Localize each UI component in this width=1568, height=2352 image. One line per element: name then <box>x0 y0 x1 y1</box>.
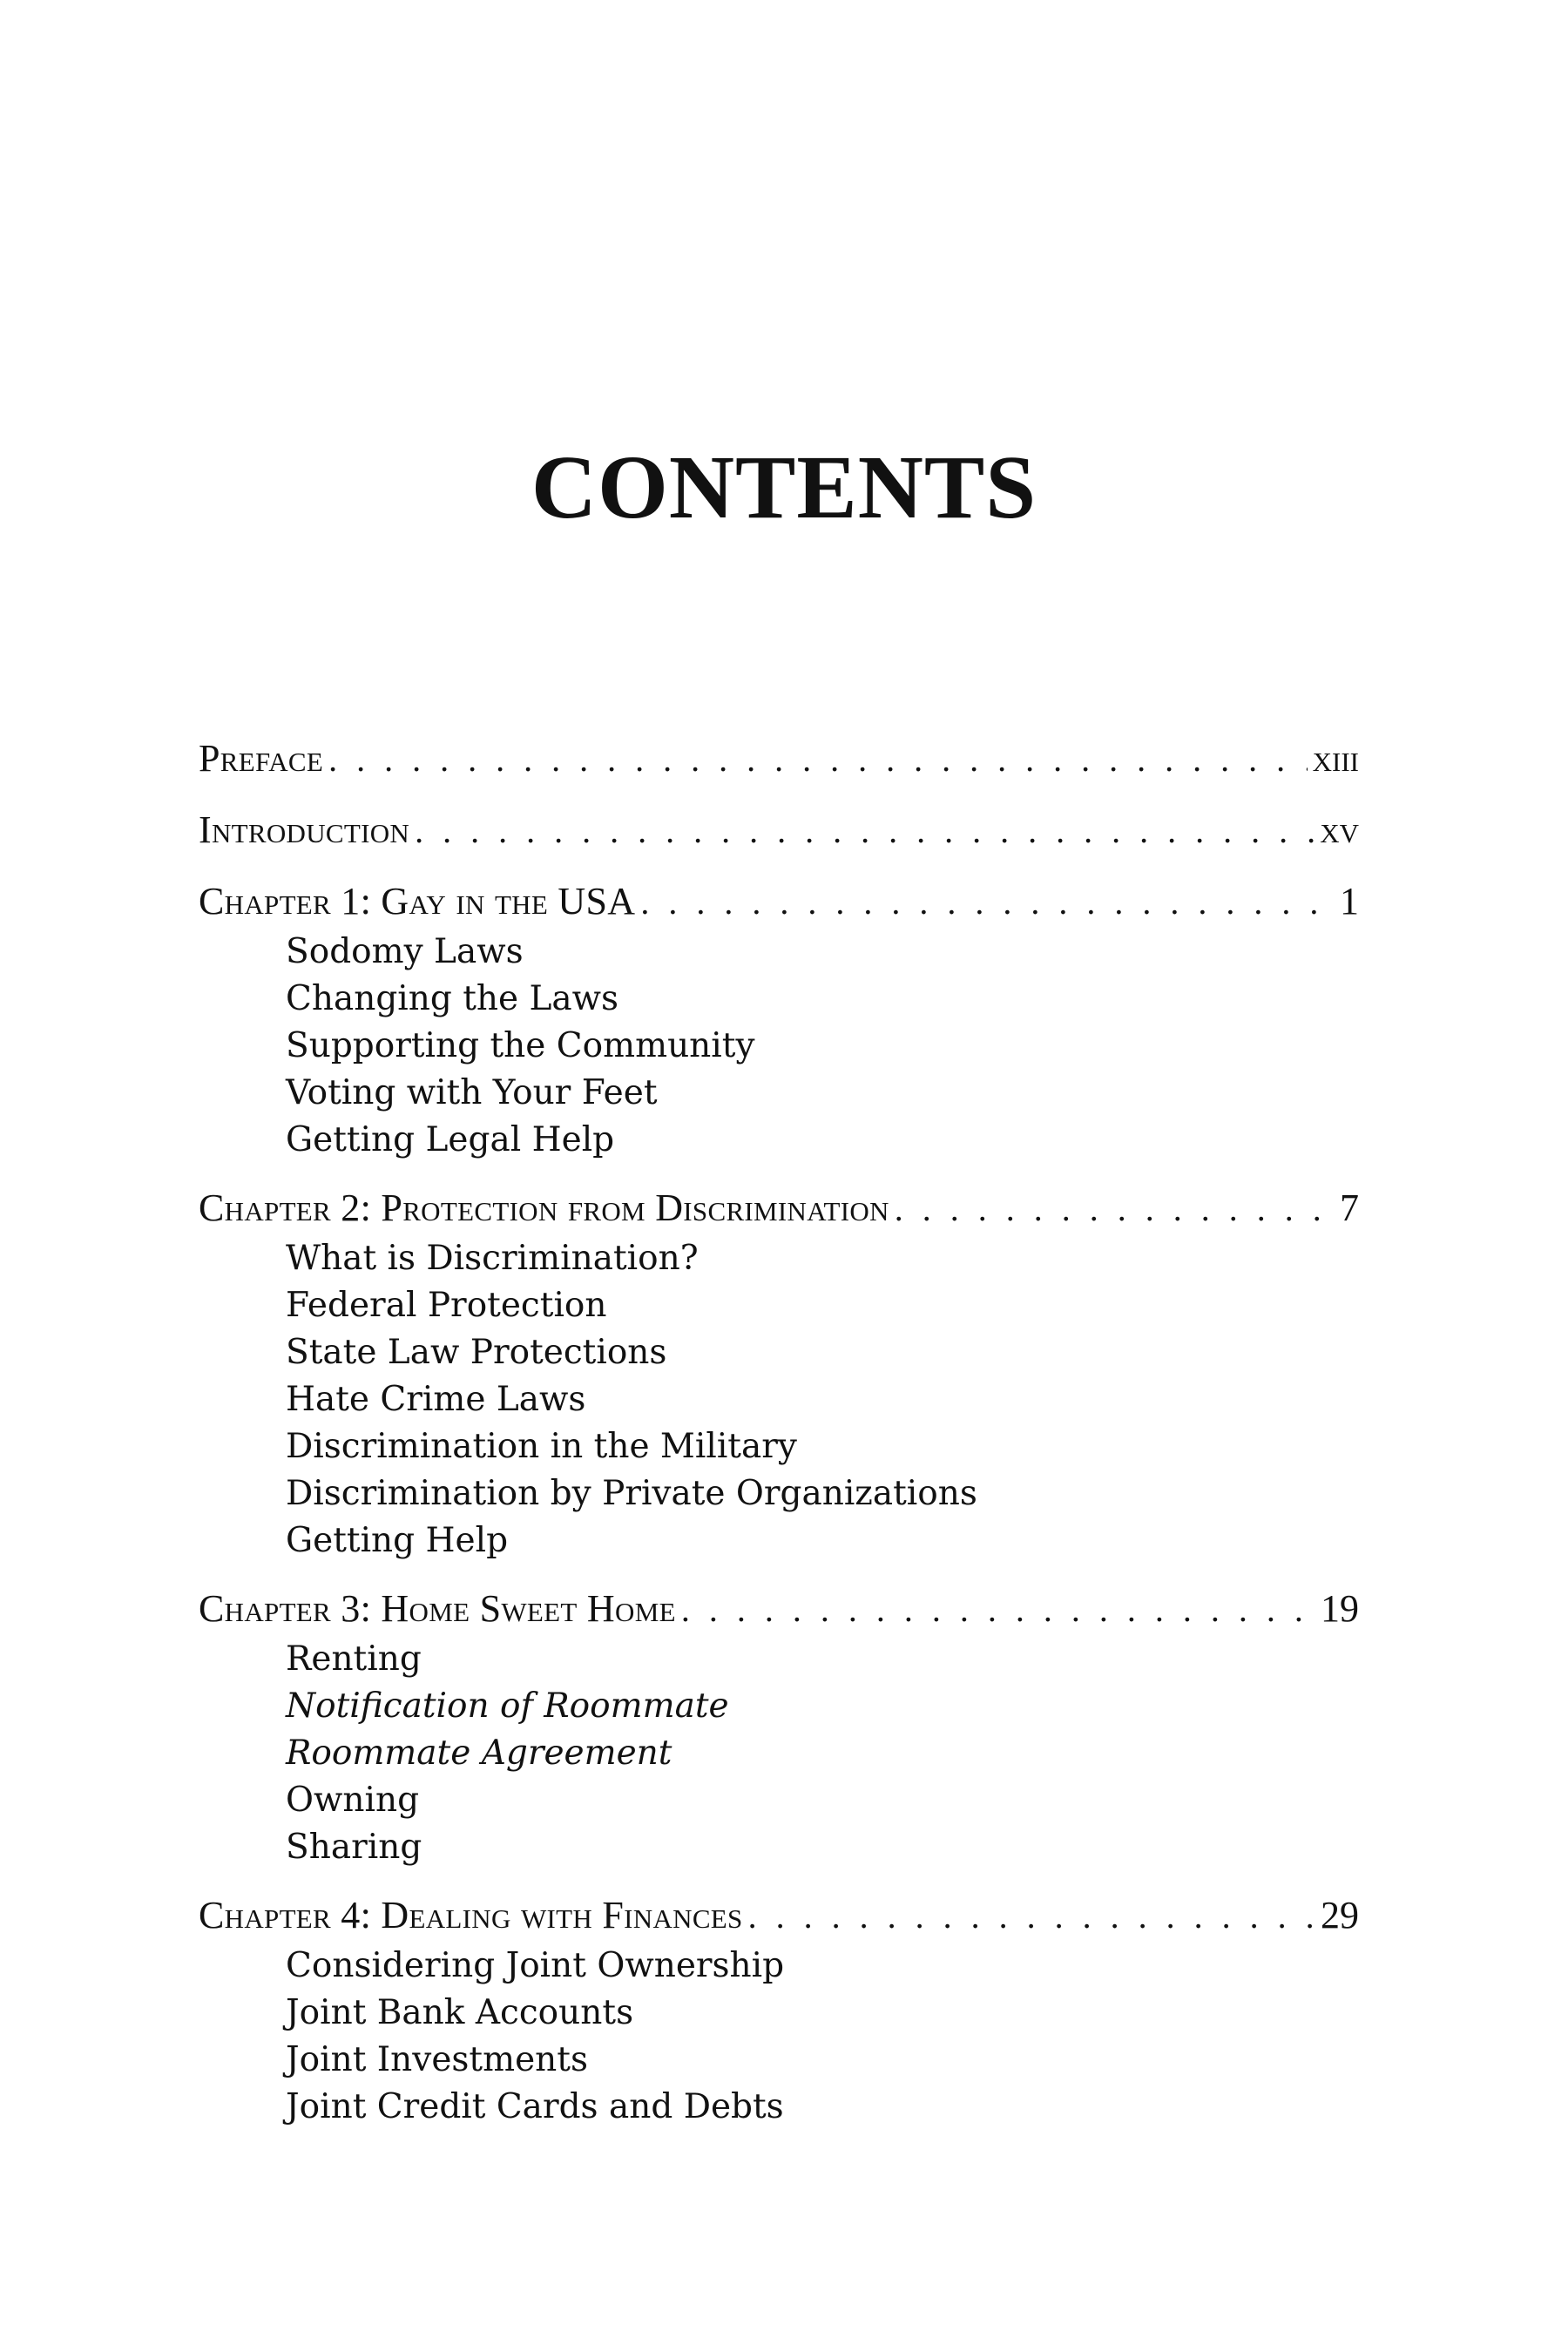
toc-subsection[interactable]: Owning <box>286 1781 420 1820</box>
toc-subsection-list <box>199 1636 1359 1871</box>
toc-page-number: xiii <box>1312 737 1359 780</box>
toc-subsection[interactable]: Sharing <box>286 1828 422 1867</box>
toc-subsection[interactable]: Supporting the Community <box>286 1026 755 1065</box>
toc-subsection[interactable]: Considering Joint Ownership <box>286 1946 785 1985</box>
toc-subsection[interactable]: Notification of Roommate <box>286 1686 729 1726</box>
toc-subsection[interactable]: Renting <box>286 1639 422 1679</box>
toc-entry <box>199 803 1359 875</box>
toc-entry-title: Chapter 2: Protection from Discrimination <box>199 1186 889 1229</box>
toc-subsection[interactable]: Discrimination in the Military <box>286 1427 797 1466</box>
toc-entry <box>199 732 1359 803</box>
toc-entry-row[interactable] <box>199 1582 1359 1636</box>
dot-leader <box>895 1182 1335 1236</box>
toc-entry-row[interactable] <box>199 1889 1359 1943</box>
toc-page-number: xv <box>1320 808 1359 851</box>
dot-leader <box>328 733 1308 787</box>
toc-subsection[interactable]: Sodomy Laws <box>286 932 524 971</box>
toc-subsection[interactable]: Joint Credit Cards and Debts <box>286 2087 784 2126</box>
table-of-contents <box>199 732 1359 2148</box>
toc-spacer <box>199 857 1359 875</box>
toc-subsection[interactable]: Joint Bank Accounts <box>286 1993 634 2032</box>
toc-entry-title: Preface <box>199 737 324 780</box>
toc-entry-row[interactable] <box>199 875 1359 929</box>
toc-spacer <box>199 1565 1359 1582</box>
toc-spacer <box>199 1871 1359 1889</box>
toc-subsection[interactable]: Changing the Laws <box>286 979 619 1018</box>
toc-subsection[interactable]: Joint Investments <box>286 2040 588 2079</box>
toc-subsection[interactable]: Voting with Your Feet <box>286 1073 658 1112</box>
page-title: CONTENTS <box>531 437 1037 537</box>
toc-entry <box>199 875 1359 1181</box>
toc-subsection[interactable]: Federal Protection <box>286 1286 607 1325</box>
dot-leader <box>681 1583 1315 1637</box>
toc-subsection[interactable]: Discrimination by Private Organizations <box>286 1474 977 1513</box>
toc-spacer <box>199 2131 1359 2148</box>
toc-subsection[interactable]: Getting Legal Help <box>286 1120 615 1159</box>
toc-page-number: 7 <box>1340 1186 1359 1229</box>
toc-entry-title: Introduction <box>199 808 410 851</box>
dot-leader <box>415 804 1315 858</box>
toc-entry-row[interactable] <box>199 803 1359 857</box>
toc-subsection[interactable]: Getting Help <box>286 1521 509 1560</box>
dot-leader <box>748 1889 1315 1943</box>
toc-entry <box>199 1181 1359 1582</box>
toc-subsection-list <box>199 1943 1359 2131</box>
toc-subsection[interactable]: Hate Crime Laws <box>286 1380 586 1419</box>
toc-subsection[interactable]: State Law Protections <box>286 1333 667 1372</box>
toc-entry-title: Chapter 1: Gay in the USA <box>199 880 636 923</box>
toc-entry <box>199 1582 1359 1889</box>
toc-entry-title: Chapter 3: Home Sweet Home <box>199 1587 676 1630</box>
toc-subsection-list <box>199 1235 1359 1565</box>
toc-entry-title: Chapter 4: Dealing with Finances <box>199 1894 743 1936</box>
toc-page-number: 29 <box>1321 1894 1359 1936</box>
toc-page-number: 19 <box>1321 1587 1359 1630</box>
toc-entry-row[interactable] <box>199 732 1359 786</box>
toc-page-number: 1 <box>1340 880 1359 923</box>
toc-entry-row[interactable] <box>199 1181 1359 1235</box>
toc-subsection[interactable]: What is Discrimination? <box>286 1239 699 1278</box>
toc-spacer <box>199 786 1359 803</box>
toc-entry <box>199 1889 1359 2148</box>
toc-subsection-list <box>199 929 1359 1164</box>
dot-leader <box>640 875 1335 929</box>
toc-subsection[interactable]: Roommate Agreement <box>286 1734 672 1773</box>
toc-spacer <box>199 1164 1359 1181</box>
